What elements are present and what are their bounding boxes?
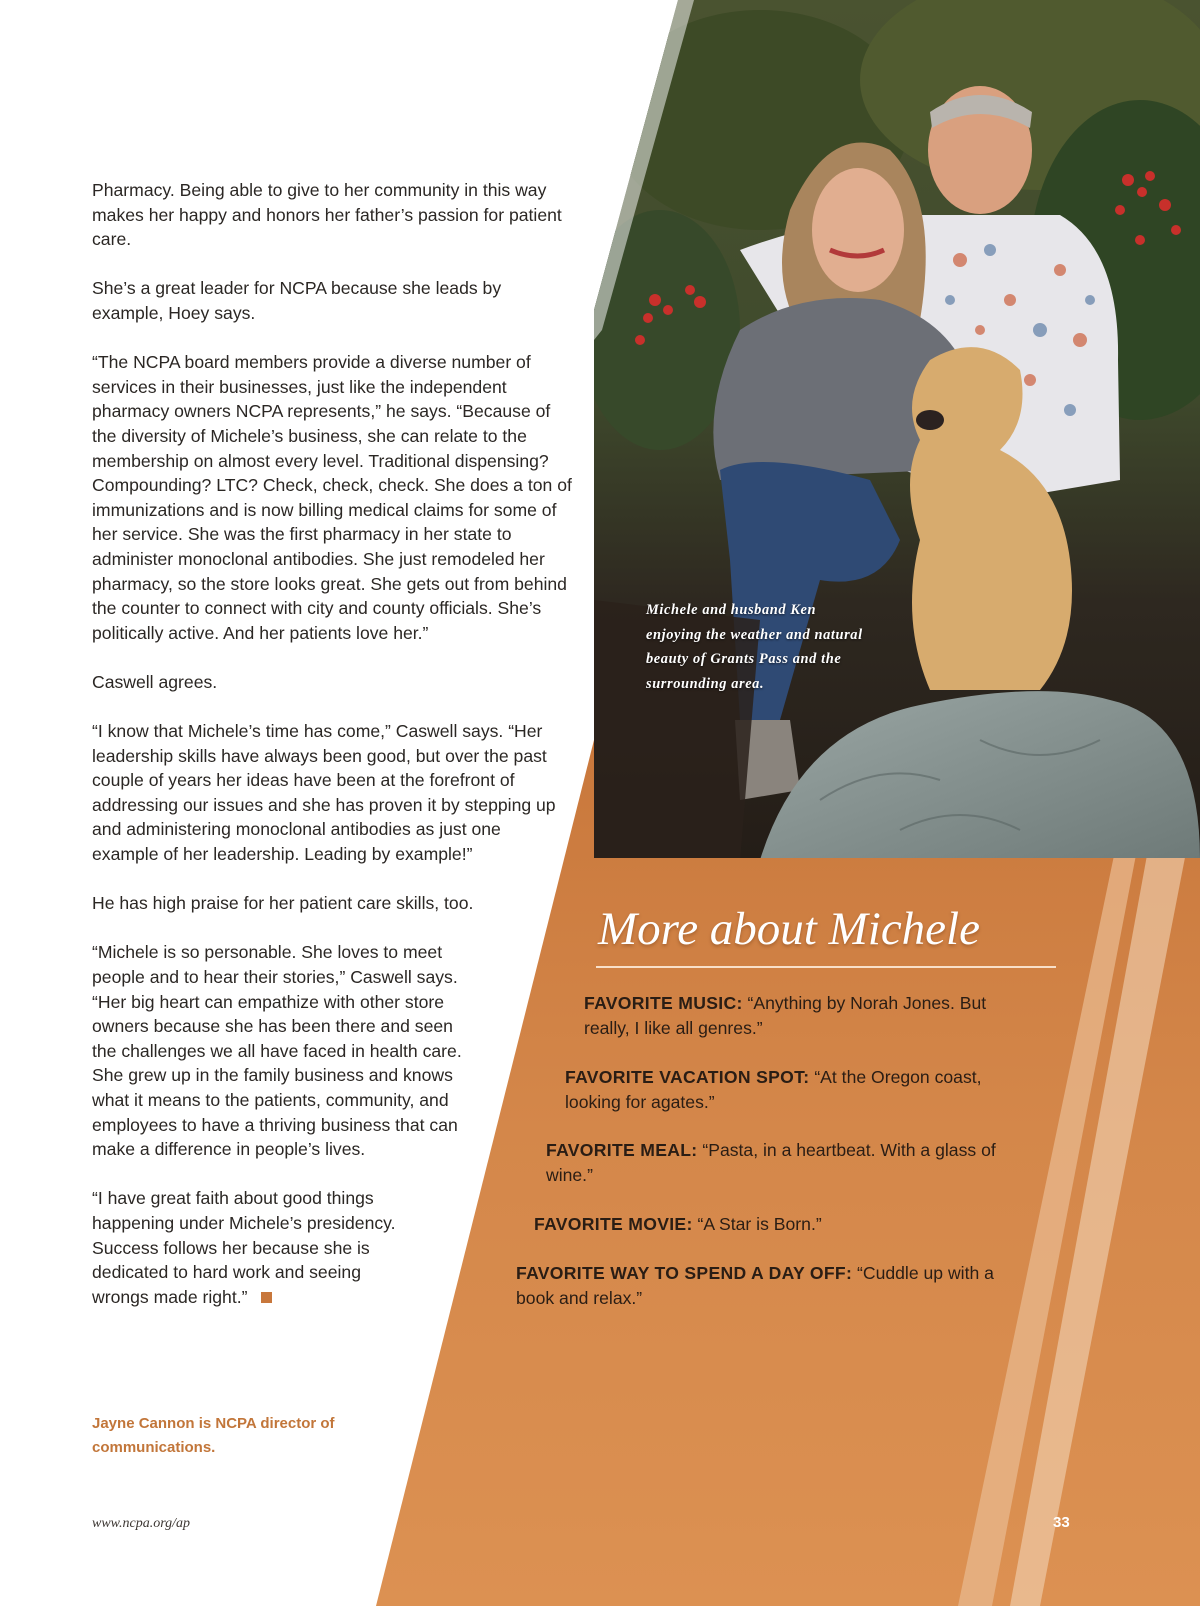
favorite-value: “Pasta, in a heartbeat. With a glass of wine.”	[546, 1140, 996, 1185]
favorite-label: FAVORITE MUSIC:	[584, 993, 743, 1013]
favorite-label: FAVORITE MOVIE:	[534, 1214, 693, 1234]
favorite-value: “At the Oregon coast, looking for agates.”	[565, 1067, 982, 1112]
author-byline: Jayne Cannon is NCPA director of communications.	[92, 1415, 335, 1456]
favorite-item	[516, 1261, 996, 1310]
sidebar-divider	[596, 966, 1056, 968]
article-body	[92, 178, 572, 1334]
favorite-item	[546, 1138, 1026, 1187]
body-paragraph: Pharmacy. Being able to give to her community in this way makes her happy and honors her father’s passion for patient care.	[92, 180, 562, 250]
body-paragraph: “The NCPA board members provide a diverse number of services in their businesses, just like the independent pharmacy owners NCPA represents,” he says. “Because of the diversity of Michele’s business, she can relate to the membership on almost every level. Traditional dispensing? Compounding? LTC? Check, check, check. She does a ton of immunizations and is now billing medical claims for some of her service. She was the first pharmacy in her state to administer monoclonal antibodies. She just remodeled her pharmacy, so the store looks great. She gets out from behind the counter to connect with city and county officials. She’s politically active. And her patients love her.”	[92, 352, 572, 643]
favorite-value: “Anything by Norah Jones. But really, I like all genres.”	[584, 993, 987, 1038]
body-paragraph: Caswell agrees.	[92, 671, 218, 692]
body-text: “Michele is so personable. She loves to meet people and to hear their stories,” Caswell says. “Her big heart can empathize with other store owners because she has been there and seen the challenges we all have faced in health care. She grew up in the family business and knows what it means to the patients, community, and employees to have a thriving business that can make a difference in people’s lives.	[92, 942, 462, 1160]
favorite-label: FAVORITE MEAL:	[546, 1140, 698, 1160]
favorite-item	[565, 1065, 1035, 1114]
favorite-label: FAVORITE VACATION SPOT:	[565, 1067, 810, 1087]
sidebar-title: More about Michele	[598, 903, 980, 955]
photo-caption: Michele and husband Ken enjoying the weather and natural beauty of Grants Pass and the surrounding area.	[646, 602, 863, 692]
favorite-item	[534, 1212, 1014, 1237]
favorite-item	[584, 991, 1034, 1040]
body-paragraph	[92, 940, 482, 1161]
page-number: 33	[1053, 1514, 1070, 1531]
favorite-label: FAVORITE WAY TO SPEND A DAY OFF:	[516, 1263, 853, 1283]
footer-url: www.ncpa.org/ap	[92, 1516, 191, 1531]
body-paragraph: She’s a great leader for NCPA because she leads by example, Hoey says.	[92, 278, 502, 323]
favorite-value: “Cuddle up with a book and relax.”	[516, 1263, 994, 1308]
body-paragraph: He has high praise for her patient care skills, too.	[92, 893, 474, 914]
body-text: “I have great faith about good things happening under Michele’s presidency. Success follows her because she is dedicated to hard work and seeing wrongs made right.”	[92, 1188, 396, 1307]
body-paragraph	[92, 1186, 422, 1309]
body-paragraph: “I know that Michele’s time has come,” Caswell says. “Her leadership skills have always been good, but over the past couple of years her ideas have been at the forefront of addressing our issues and she has proven it by stepping up and administering monoclonal antibodies as just one example of her leadership. Leading by example!”	[92, 721, 556, 865]
end-of-article-mark	[261, 1292, 272, 1303]
favorite-value: “A Star is Born.”	[697, 1214, 822, 1234]
